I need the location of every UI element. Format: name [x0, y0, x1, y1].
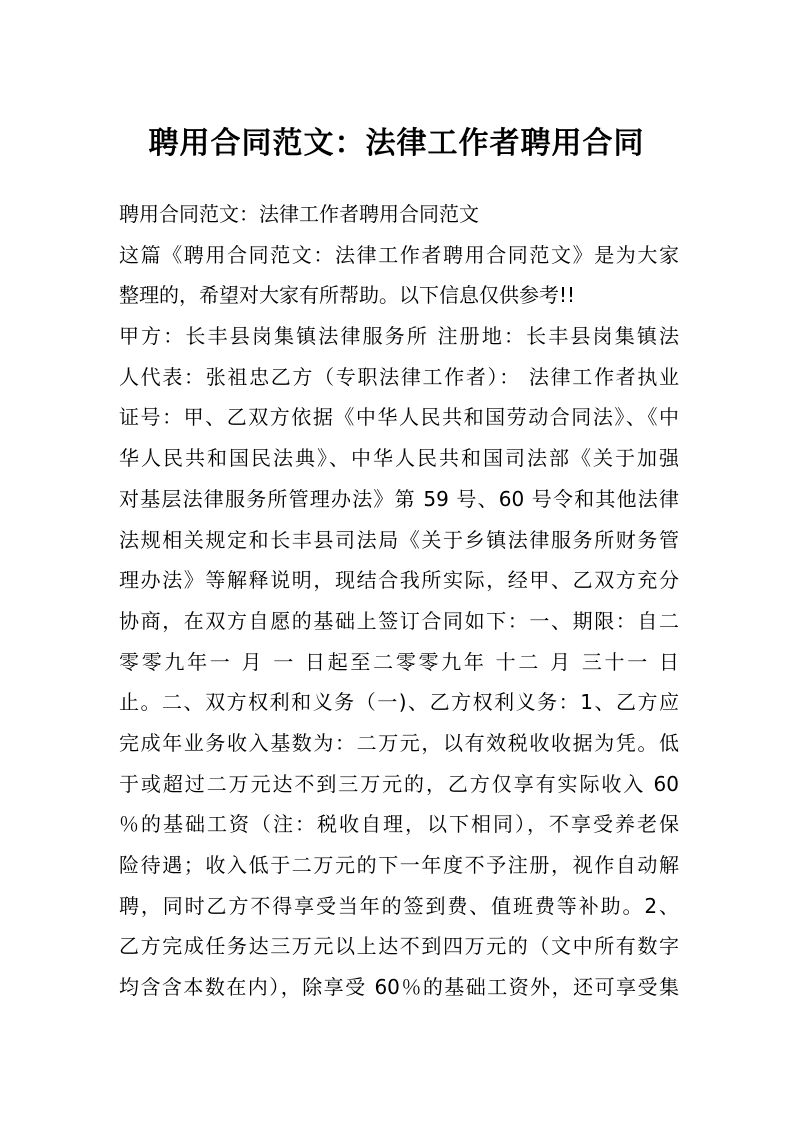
body-line: ％的基础工资（注：税收自理，以下相同），不享受养老保 [119, 812, 679, 837]
body-line: 甲方：长丰县岗集镇法律服务所 注册地：长丰县岗集镇法 [119, 324, 679, 349]
body-line: 这篇《聘用合同范文：法律工作者聘用合同范文》是为大家 [119, 242, 679, 267]
body-line: 险待遇；收入低于二万元的下一年度不予注册，视作自动解 [119, 853, 679, 877]
body-line: 止。二、双方权利和义务（一)、乙方权利义务：1、乙方应 [119, 690, 679, 715]
body-line: 乙方完成任务达三万元以上达不到四万元的（文中所有数字 [119, 934, 679, 959]
document-title: 聘用合同范文：法律工作者聘用合同 [148, 126, 645, 161]
body-line: 人代表：张祖忠乙方（专职法律工作者）： 法律工作者执业 [119, 364, 679, 389]
body-line: 对基层法律服务所管理办法》第 59 号、60 号令和其他法律 [119, 486, 679, 511]
body-line: 理办法》等解释说明，现结合我所实际，经甲、乙双方充分 [119, 568, 679, 593]
body-line: 于或超过二万元达不到三万元的，乙方仅享有实际收入 60 [119, 771, 679, 796]
body-line: 整理的，希望对大家有所帮助。以下信息仅供参考!! [119, 283, 576, 308]
body-line: 均含含本数在内），除享受 60％的基础工资外，还可享受集 [119, 975, 679, 1000]
body-line: 聘用合同范文：法律工作者聘用合同范文 [119, 202, 479, 226]
body-line: 华人民共和国民法典》、中华人民共和国司法部《关于加强 [119, 446, 679, 471]
document-body [119, 194, 679, 1008]
body-line: 协商，在双方自愿的基础上签订合同如下：一、期限：自二 [119, 608, 679, 633]
body-line: 零零九年一 月 一 日起至二零零九年 十二 月 三十一 日 [119, 649, 679, 674]
body-line: 聘，同时乙方不得享受当年的签到费、值班费等补助。2、 [119, 893, 679, 918]
body-line: 证号：甲、乙双方依据《中华人民共和国劳动合同法》、《中 [119, 405, 679, 430]
body-line: 法规相关规定和长丰县司法局《关于乡镇法律服务所财务管 [119, 527, 679, 552]
body-line: 完成年业务收入基数为：二万元，以有效税收收据为凭。低 [119, 730, 679, 755]
